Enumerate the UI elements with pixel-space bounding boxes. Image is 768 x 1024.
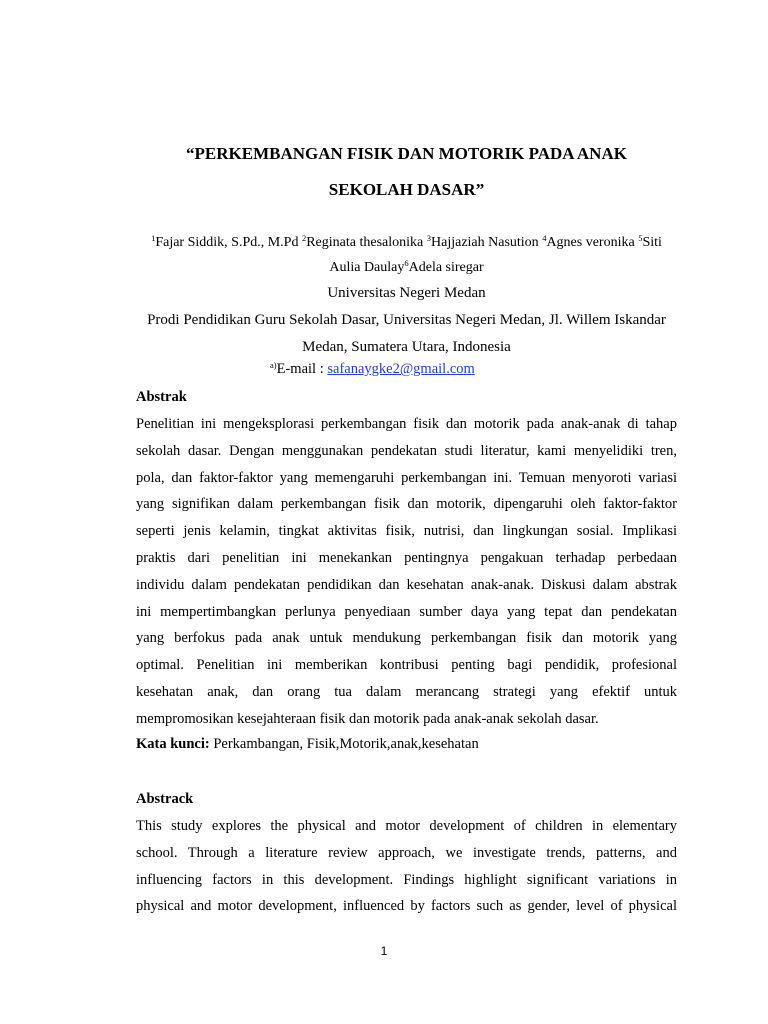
abstrak-line: praktis dari penelitian ini menekankan pentingnya pengakuan terhadap perbedaan <box>136 549 677 566</box>
abstrak-heading: Abstrak <box>136 389 187 405</box>
department-address-line-1: Prodi Pendidikan Guru Sekolah Dasar, Universitas Negeri Medan, Jl. Willem Iskandar <box>147 312 666 328</box>
keywords-line <box>136 736 479 753</box>
abstract-en-line: This study explores the physical and motor development of children in elementary <box>136 818 677 834</box>
keywords-value: Perkambangan, Fisik,Motorik,anak,kesehatan <box>209 736 479 752</box>
affiliation <box>136 280 677 361</box>
author-name: Adela siregar <box>408 260 484 275</box>
abstrak-line: kesehatan anak, dan orang tua dalam merancang strategi yang efektif untuk <box>136 683 677 700</box>
author-name: Reginata thesalonika <box>306 235 427 250</box>
author-superscript: 6 <box>404 258 409 268</box>
email-link[interactable]: safanaygke2@gmail.com <box>327 361 475 377</box>
abstrak-line: yang berfokus pada anak untuk mendukung perkembangan fisik dan motorik yang <box>136 630 677 647</box>
abstrak-line: individu dalam pendekatan pendidikan dan kesehatan anak-anak. Diskusi dalam abstrak <box>136 576 677 593</box>
abstract-en-heading: Abstrack <box>136 791 194 807</box>
author-name: Siti Aulia Daulay <box>329 235 662 275</box>
abstrak-line: pola, dan faktor-faktor yang memengaruhi perkembangan ini. Temuan menyoroti variasi <box>136 469 677 486</box>
keywords-label: Kata kunci: <box>136 736 210 752</box>
author-superscript: 3 <box>426 233 431 243</box>
department-address-line-2: Medan, Sumatera Utara, Indonesia <box>302 339 511 355</box>
abstract-en-line: school. Through a literature review approach, we investigate trends, patterns, and <box>136 844 677 861</box>
author-superscript: 5 <box>638 233 643 243</box>
email-superscript: a) <box>270 360 277 370</box>
email-line <box>270 361 475 378</box>
abstrak-line: mempromosikan kesejahteraan fisik dan motorik pada anak-anak sekolah dasar. <box>136 710 599 727</box>
author-name: Fajar Siddik, S.Pd., M.Pd <box>155 235 302 250</box>
abstract-en-body <box>136 813 677 920</box>
author-superscript: 1 <box>151 233 156 243</box>
page-number: 1 <box>380 944 388 958</box>
abstrak-line: seperti jenis kelamin, tingkat aktivitas fisik, nutrisi, dan lingkungan sosial. Implikasi <box>136 523 677 540</box>
abstract-en-line: influencing factors in this development. Findings highlight significant variations in <box>136 871 677 888</box>
author-superscript: 2 <box>301 233 307 243</box>
author-list <box>136 230 677 280</box>
email-label: E-mail : <box>276 361 328 377</box>
author-superscript: 4 <box>542 233 547 243</box>
university-name: Universitas Negeri Medan <box>327 285 486 301</box>
title-line-1: “PERKEMBANGAN FISIK DAN MOTORIK PADA ANAK <box>186 144 627 163</box>
author-name: Agnes veronika <box>546 235 639 250</box>
abstrak-line: sekolah dasar. Dengan menggunakan pendekatan studi literatur, kami menyelidiki tren, <box>136 442 677 459</box>
abstrak-line: ini mempertimbangkan perlunya penyediaan sumber daya yang tepat dan pendekatan <box>136 603 677 620</box>
author-name: Hajjaziah Nasution <box>431 235 543 250</box>
abstrak-line: optimal. Penelitian ini memberikan kontribusi penting bagi pendidik, profesional <box>136 657 677 674</box>
abstrak-body <box>136 411 677 733</box>
paper-title <box>136 136 677 208</box>
abstrak-line: Penelitian ini mengeksplorasi perkembangan fisik dan motorik pada anak-anak di tahap <box>136 416 677 432</box>
title-line-2: SEKOLAH DASAR” <box>328 180 485 199</box>
abstrak-line: yang signifikan dalam perkembangan fisik dan motorik, dipengaruhi oleh faktor-faktor <box>136 496 677 513</box>
abstract-en-line: physical and motor development, influenced by factors such as gender, level of physical <box>136 898 677 915</box>
author-line-1 <box>136 230 677 280</box>
